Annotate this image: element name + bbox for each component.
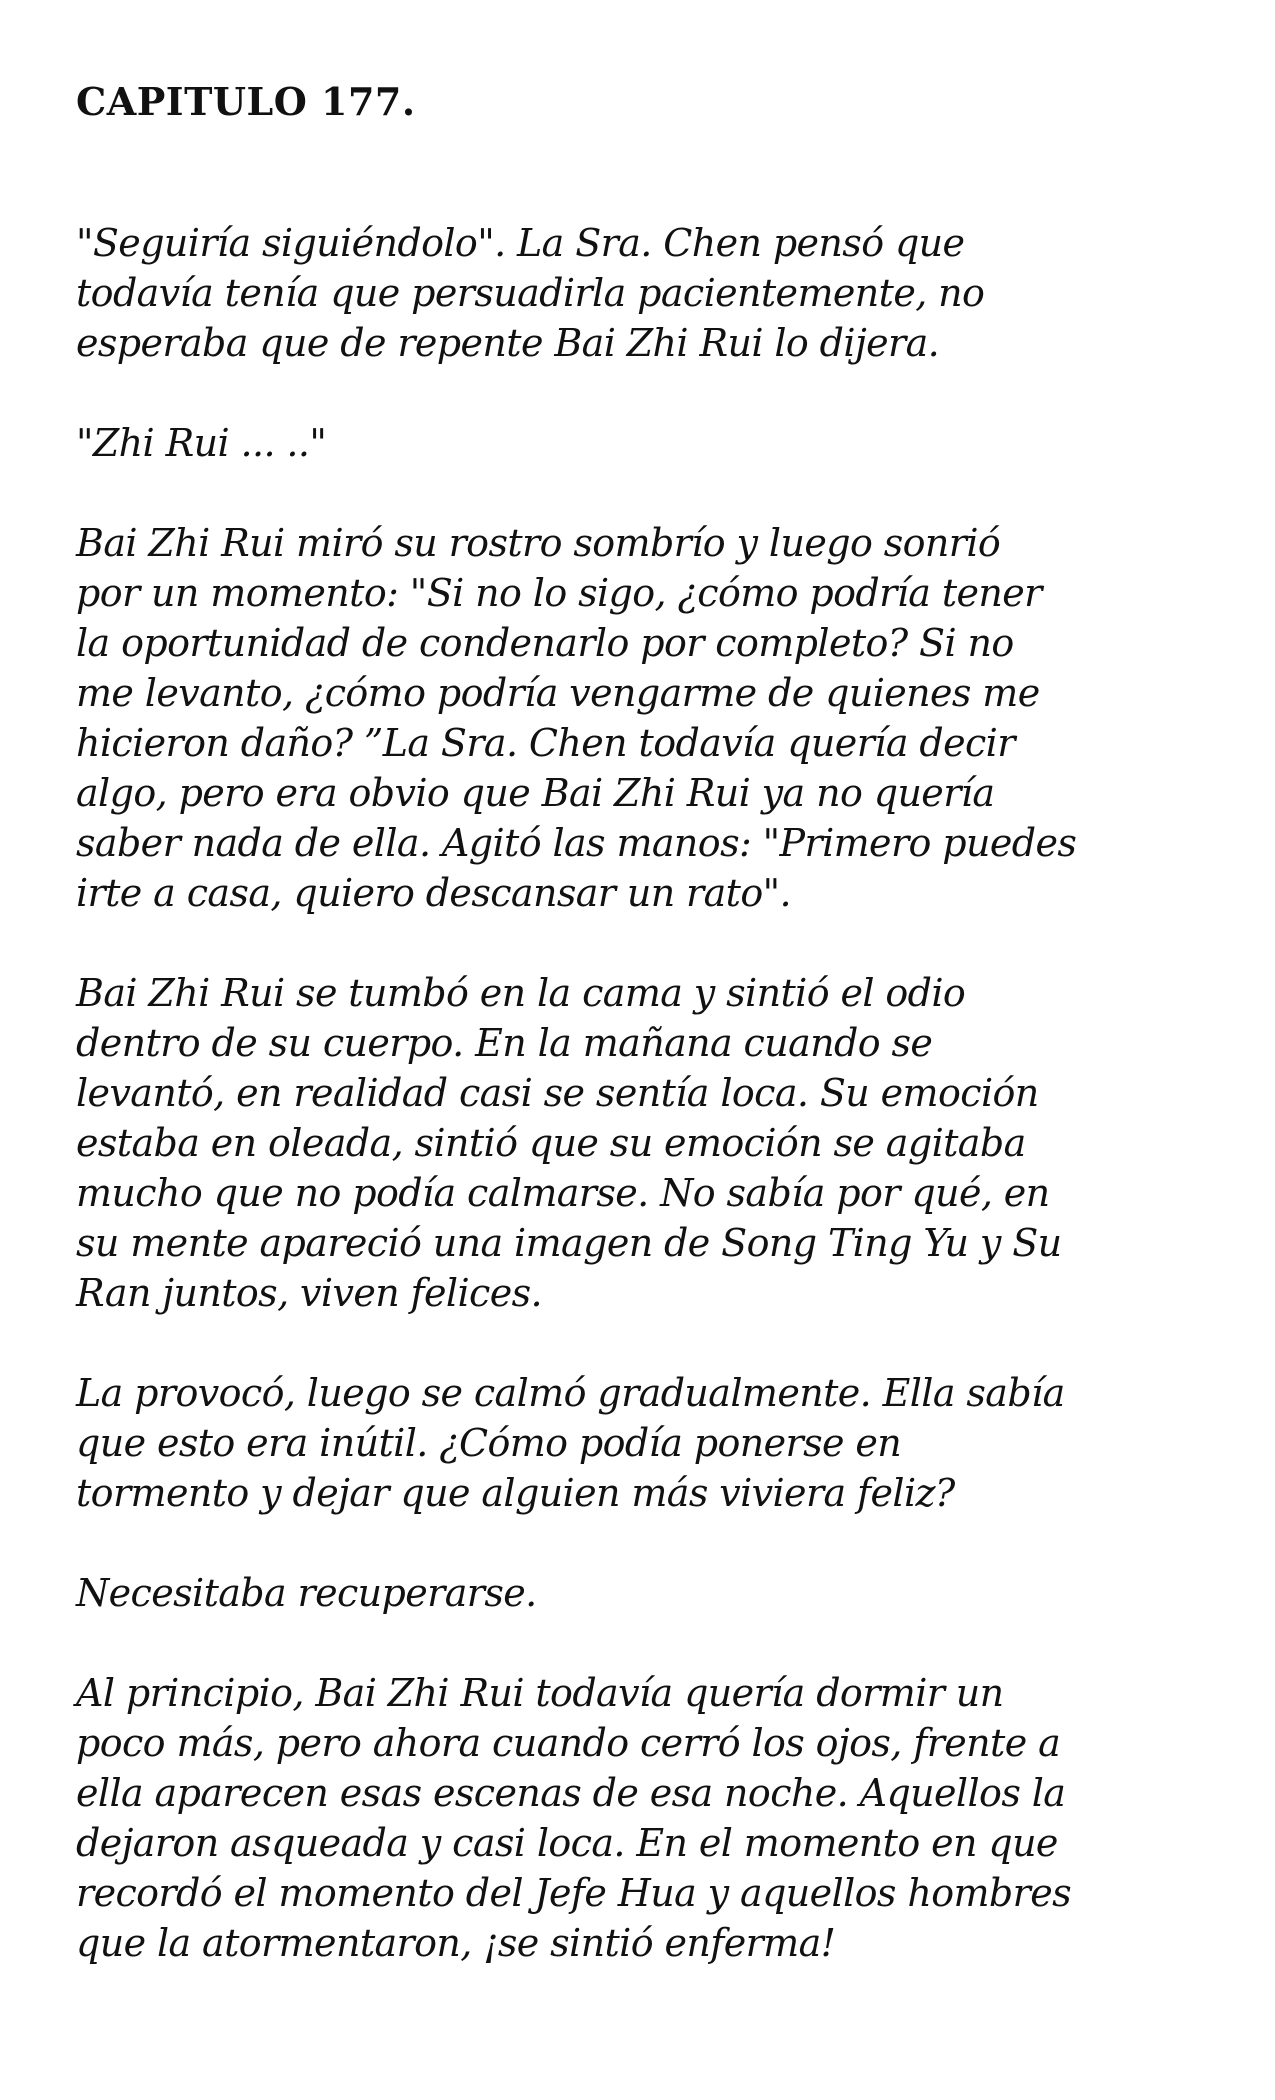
chapter-body (76, 218, 1226, 2018)
paragraph (76, 418, 1226, 468)
text-line: hicieron daño? ”La Sra. Chen todavía quería decir (76, 721, 1015, 765)
text-line: estaba en oleada, sintió que su emoción se agitaba (76, 1121, 1026, 1165)
paragraph (76, 1568, 1226, 1618)
text-line: tormento y dejar que alguien más viviera feliz? (76, 1471, 955, 1515)
text-line: Bai Zhi Rui se tumbó en la cama y sintió el odio (76, 971, 966, 1015)
text-line: por un momento: "Si no lo sigo, ¿cómo podría tener (76, 571, 1042, 615)
text-line: dentro de su cuerpo. En la mañana cuando se (76, 1021, 933, 1065)
text-line: irte a casa, quiero descansar un rato". (76, 871, 791, 915)
text-line: poco más, pero ahora cuando cerró los ojos, frente a (76, 1721, 1061, 1765)
paragraph (76, 518, 1226, 918)
paragraph (76, 968, 1226, 1318)
text-line: Bai Zhi Rui miró su rostro sombrío y luego sonrió (76, 521, 1001, 565)
text-line: "Zhi Rui ... .." (76, 421, 327, 465)
text-line: saber nada de ella. Agitó las manos: "Primero puedes (76, 821, 1077, 865)
paragraph (76, 218, 1226, 368)
chapter-title: CAPITULO 177. (76, 79, 416, 124)
text-line: la oportunidad de condenarlo por completo? Si no (76, 621, 1014, 665)
paragraph (76, 1368, 1226, 1518)
text-line: Necesitaba recuperarse. (76, 1571, 537, 1615)
paragraph (76, 1668, 1226, 1968)
text-line: ella aparecen esas escenas de esa noche. Aquellos la (76, 1771, 1066, 1815)
text-line: La provocó, luego se calmó gradualmente. Ella sabía (76, 1371, 1065, 1415)
text-line: "Seguiría siguiéndolo". La Sra. Chen pensó que (76, 221, 965, 265)
text-line: que la atormentaron, ¡se sintió enferma! (76, 1921, 836, 1965)
text-line: levantó, en realidad casi se sentía loca. Su emoción (76, 1071, 1039, 1115)
text-line: Ran juntos, viven felices. (76, 1271, 542, 1315)
text-line: que esto era inútil. ¿Cómo podía ponerse en (76, 1421, 902, 1465)
text-line: todavía tenía que persuadirla pacientemente, no (76, 271, 985, 315)
text-line: me levanto, ¿cómo podría vengarme de quienes me (76, 671, 1040, 715)
text-line: su mente apareció una imagen de Song Ting Yu y Su (76, 1221, 1062, 1265)
text-line: recordó el momento del Jefe Hua y aquellos hombres (76, 1871, 1071, 1915)
text-line: esperaba que de repente Bai Zhi Rui lo dijera. (76, 321, 940, 365)
text-line: dejaron asqueada y casi loca. En el momento en que (76, 1821, 1058, 1865)
text-line: mucho que no podía calmarse. No sabía por qué, en (76, 1171, 1050, 1215)
text-line: algo, pero era obvio que Bai Zhi Rui ya no quería (76, 771, 995, 815)
text-line: Al principio, Bai Zhi Rui todavía quería dormir un (76, 1671, 1004, 1715)
